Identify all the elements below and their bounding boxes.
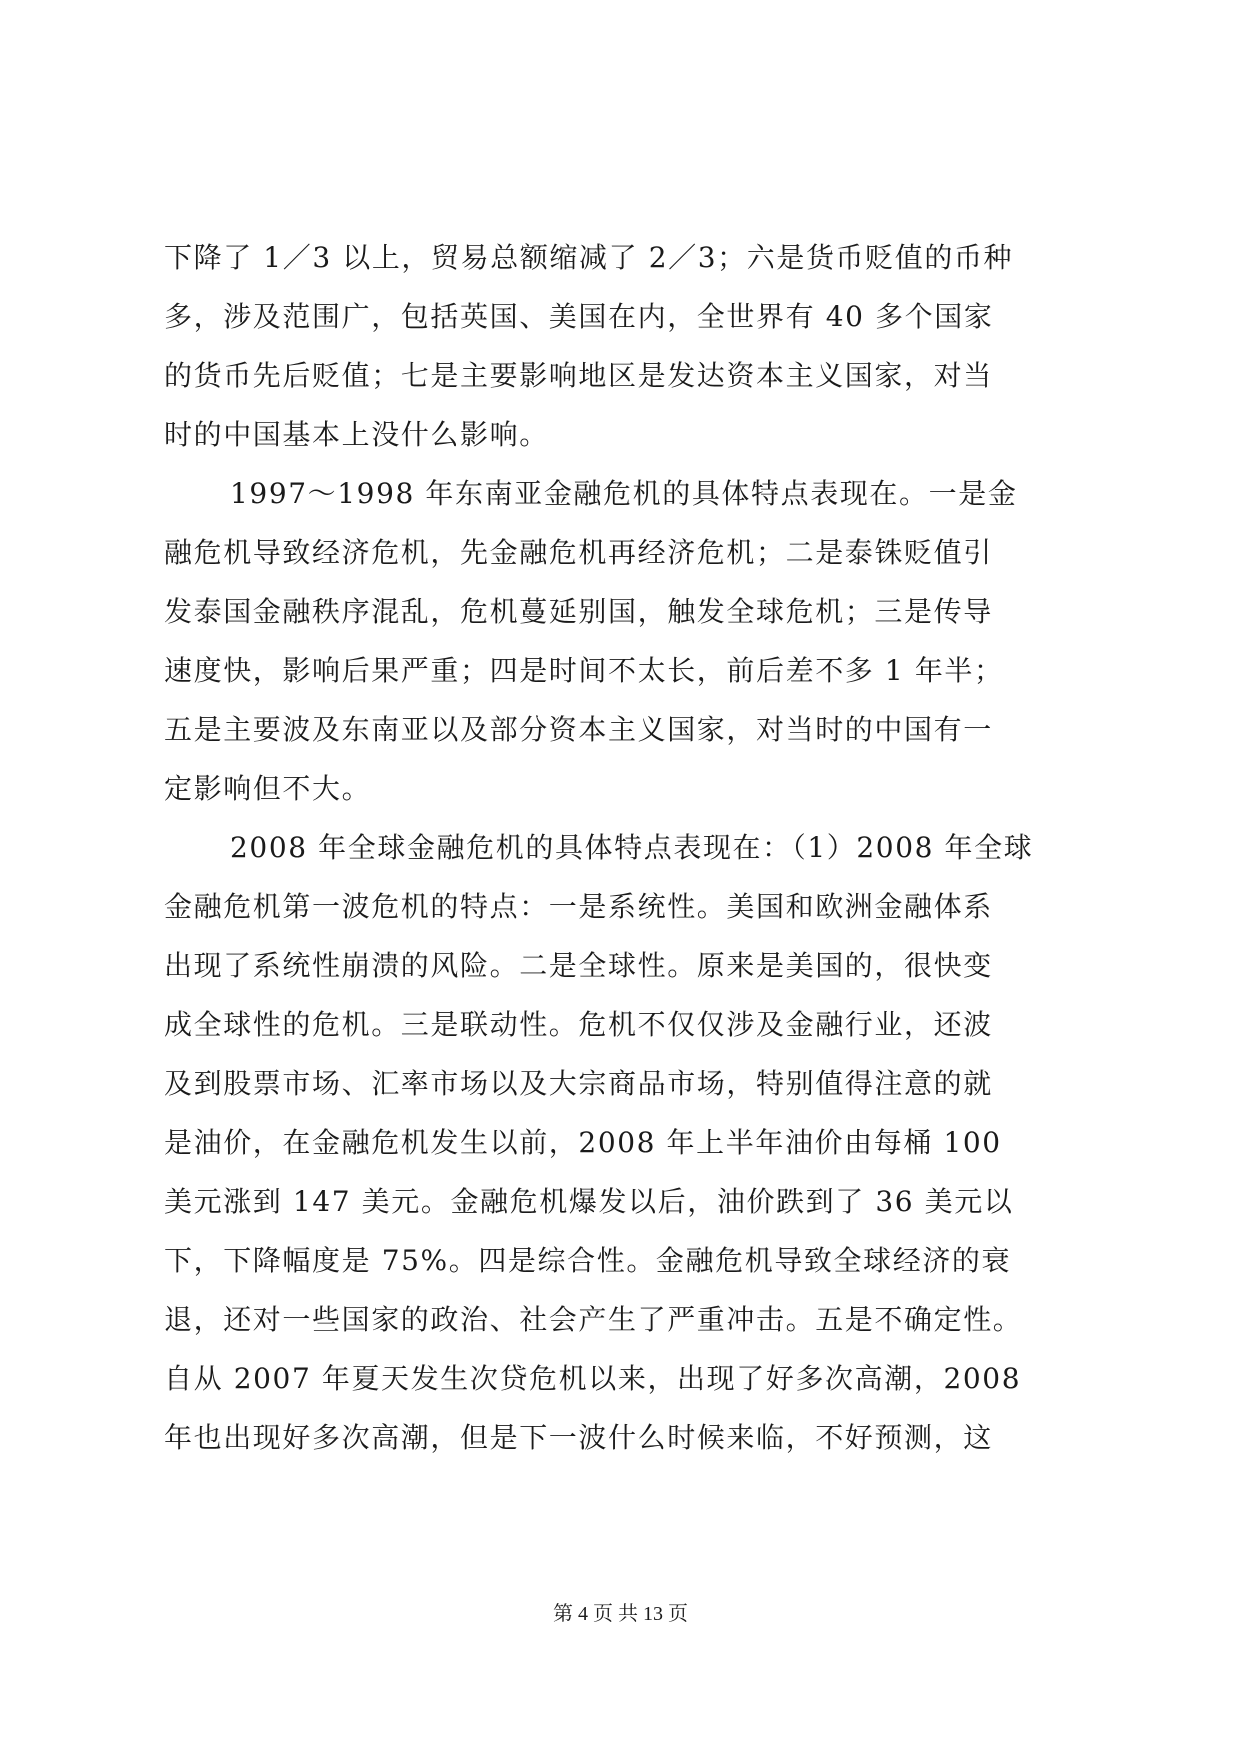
text-line: 2008 年全球金融危机的具体特点表现在：（1）2008 年全球: [230, 831, 1034, 864]
text-line: 下，下降幅度是 75%。四是综合性。金融危机导致全球经济的衰: [164, 1244, 1012, 1277]
page-footer: [0, 1600, 1241, 1628]
document-body: [164, 228, 1092, 1467]
text-line: 下降了 1／3 以上，贸易总额缩减了 2／3；六是货币贬值的币种: [164, 241, 1014, 274]
text-line: 融危机导致经济危机，先金融危机再经济危机；二是泰铢贬值引: [164, 536, 993, 569]
text-line: 及到股票市场、汇率市场以及大宗商品市场，特别值得注意的就: [164, 1067, 993, 1100]
text-line: 美元涨到 147 美元。金融危机爆发以后，油价跌到了 36 美元以: [164, 1185, 1014, 1218]
paragraph-3: [164, 818, 1092, 1467]
paragraph-2: [164, 464, 1092, 818]
text-line: 的货币先后贬值；七是主要影响地区是发达资本主义国家，对当: [164, 359, 993, 392]
text-line: 自从 2007 年夏天发生次贷危机以来，出现了好多次高潮，2008: [164, 1362, 1022, 1395]
text-line: 出现了系统性崩溃的风险。二是全球性。原来是美国的，很快变: [164, 949, 993, 982]
text-line: 多，涉及范围广，包括英国、美国在内，全世界有 40 多个国家: [164, 300, 994, 333]
text-line: 发泰国金融秩序混乱，危机蔓延别国，触发全球危机；三是传导: [164, 595, 993, 628]
text-line: 1997～1998 年东南亚金融危机的具体特点表现在。一是金: [230, 477, 1018, 510]
text-line: 是油价，在金融危机发生以前，2008 年上半年油价由每桶 100: [164, 1126, 1002, 1159]
text-line: 金融危机第一波危机的特点：一是系统性。美国和欧洲金融体系: [164, 890, 993, 923]
text-line: 成全球性的危机。三是联动性。危机不仅仅涉及金融行业，还波: [164, 1008, 993, 1041]
text-line: 年也出现好多次高潮，但是下一波什么时候来临，不好预测，这: [164, 1421, 993, 1454]
text-line: 五是主要波及东南亚以及部分资本主义国家，对当时的中国有一: [164, 713, 993, 746]
text-line: 时的中国基本上没什么影响。: [164, 418, 549, 451]
text-line: 定影响但不大。: [164, 772, 372, 805]
paragraph-1: [164, 228, 1092, 464]
text-line: 速度快，影响后果严重；四是时间不太长，前后差不多 1 年半；: [164, 654, 1004, 687]
page-number-label: 第 4 页 共 13 页: [553, 1603, 688, 1625]
text-line: 退，还对一些国家的政治、社会产生了严重冲击。五是不确定性。: [164, 1303, 1023, 1336]
